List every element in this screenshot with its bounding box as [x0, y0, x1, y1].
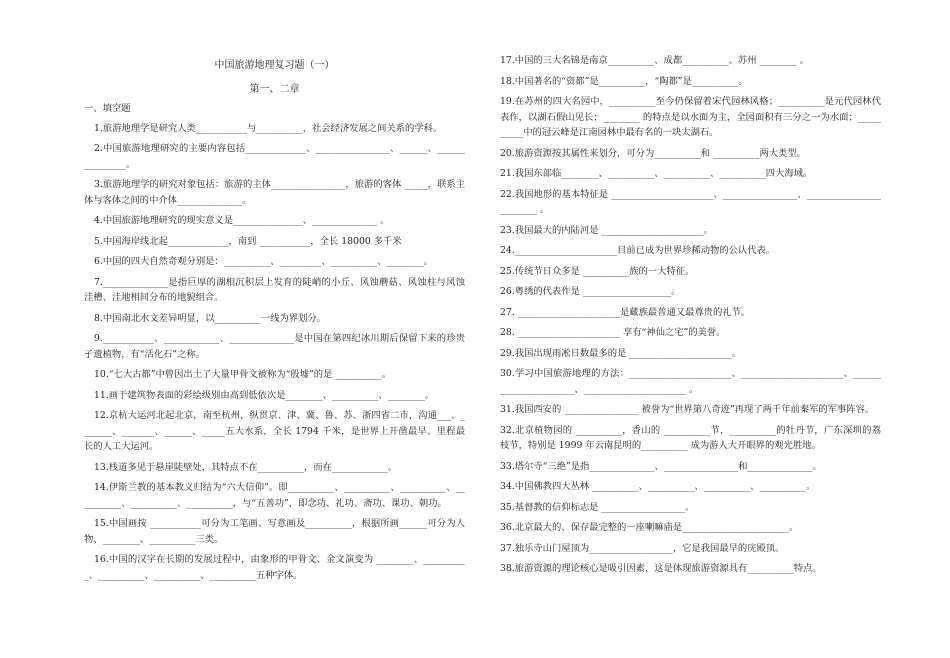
question-item: 21.我国东部临________、__________、__________、__________四大海域。: [500, 168, 813, 179]
question-item: 31.我国西安的 ________________ 被誉为“世界第八奇迹”再现了两千年前秦军的军事阵容。: [500, 404, 875, 415]
question-item: 6.中国的四大自然奇观分别是：__________、_________、__________、________。: [94, 256, 433, 267]
question-item: 9.___________、____________、______________是中国在第四纪冰川期后保留下来的珍贵孑遗植物，有“活化石”之称。: [84, 333, 465, 360]
question-item: 2.中国旅游地理研究的主要内容包括_____________、________________、______、_______________。: [84, 143, 465, 170]
right-question-list: [500, 53, 881, 577]
question-item: 15.中国画按 ___________可分为工笔画、写意画及__________，根据所画______可分为人物、________、__________三类。: [84, 518, 465, 545]
question-item: 16.中国的汉字在长期的发展过程中，由象形的甲骨文、金文演变为 ________、__________、__________、__________、__________五种字体。: [84, 554, 465, 581]
question-item: 22.我国地形的基本特征是 ______________________、________________、________________________ 。: [500, 188, 881, 215]
question-item: 7.______________是指巨厚的湖相沉积层上发育的陡峭的小丘、风蚀蘑菇、风蚀柱与风蚀洼槽、洼地相间分布的地貌组合。: [84, 276, 465, 303]
question-item: 13.栈道多见于悬崖陡壁处，其特点不在__________，而在____________。: [94, 461, 397, 473]
section-heading: 一、填空题: [84, 103, 131, 114]
question-item: 33.塔尔寺“三绝”是指______________、________________和______________。: [500, 460, 822, 472]
chapter-subtitle: 第一、二章: [249, 83, 300, 95]
question-item: 18.中国著名的“资都”是__________，“陶都”是__________。: [500, 75, 748, 87]
question-item: 17.中国的三大名锦是南京__________、成都__________、苏州 ________ 。: [500, 55, 809, 66]
question-item: 1.旅游地理学是研究人类___________与__________，社会经济发展之间关系的学科。: [94, 122, 443, 134]
question-item: 23.我国最大的内陆河是 ______________________。: [500, 224, 713, 236]
question-item: 26.粤绣的代表作是 ___________________。: [500, 286, 681, 297]
question-item: 28. ______________________ 享有“神仙之宅”的美誉。: [500, 327, 726, 338]
question-item: 37.独乐寺山门屋顶为__________________，它是我国最早的庑殿顶。: [500, 542, 785, 554]
question-item: 38.旅游资源的理论核心是吸引因素，这是体现旅游资源具有__________特点。: [500, 563, 822, 574]
question-item: 14.伊斯兰教的基本教义归结为“六大信仰”。即__________、__________、__________、__________、__________、__________，与“五善功”，即念功、礼功、斋功、课功、朝功。: [84, 482, 465, 509]
question-item: 29.我国出现雨凇日数最多的是 ______________________。: [500, 347, 741, 359]
question-item: 24.______________________目前已成为世界珍稀动物的公认代表。: [500, 245, 776, 256]
question-item: 12.京杭大运河北起北京，南至杭州，纵贯京、津、冀、鲁、苏、浙四省二市，沟通___、_______、_______、______、_____五大水系，全长 1794 千米，是世界上开凿最早、里程最长的人工大运河。: [84, 410, 465, 452]
question-item: 5.中国海岸线北起_____________，南到 ___________，全长 18000 多千米: [94, 235, 402, 247]
question-item: 32.北京植物园的 __________，香山的 __________节，__________的牡丹节，广东深圳的荔枝节，特别是 1999 年云南昆明的__________ 成为游人大开眼界的观光胜地。: [500, 424, 881, 451]
question-item: 36.北京最大的、保存最完整的一座喇嘛庙是_______________________。: [500, 522, 799, 533]
question-item: 3.旅游地理学的研究对象包括：旅游的主体________________，旅游的客体 _____，联系主体与客体之间的中介体______________。: [84, 179, 465, 206]
right-column: [500, 53, 881, 582]
question-item: 8.中国南北水文差异明显，以__________一线为界划分。: [94, 312, 326, 324]
question-item: 35.基督教的信仰标志是 __________________。: [500, 501, 695, 513]
left-question-list: [84, 121, 465, 584]
question-item: 10.“七大古都”中曾因出土了大量甲骨文被称为“殷墟”的是 __________。: [94, 369, 392, 380]
question-item: 4.中国旅游地理研究的现实意义是_______________、______________ 。: [94, 215, 390, 226]
question-item: 11.画于建筑物表面的彩绘级别由高到低依次是________、__________、________。: [94, 389, 435, 401]
left-column: [84, 52, 465, 588]
question-item: 34.中国佛教四大丛林 __________、__________、__________、__________。: [500, 481, 816, 492]
question-item: 27. ______________________是藏族最普通又最尊贵的礼节。: [500, 306, 751, 318]
question-item: 19.在苏州的四大名园中，__________至今仍保留着宋代园林风格；__________是元代园林代表作，以湖石假山见长；________ 的特点是以水面为主，全园面积有三分之一为水面；__________中的冠云峰是江南园林中最有名的一块太湖石。: [500, 96, 881, 138]
question-item: 20.旅游资源按其属性来划分，可分为__________和 __________两大类型。: [500, 147, 806, 159]
question-item: 30.学习中国旅游地理的方法：______________________、______________________、______________________、______________________ 。: [500, 368, 881, 395]
page-title: 中国旅游地理复习题（一）: [214, 60, 335, 71]
question-item: 25.传统节日众多是 __________族的一大特征。: [500, 265, 695, 277]
